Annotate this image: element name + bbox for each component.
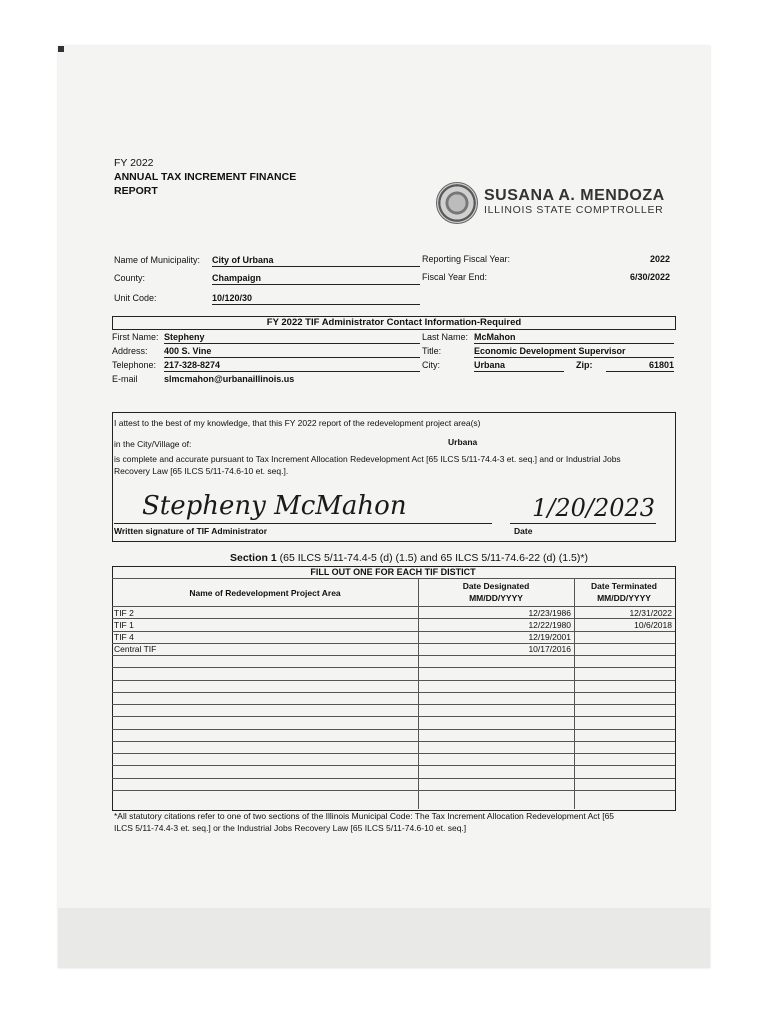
section1-heading-bold: Section 1 [230,552,277,564]
last-name-label: Last Name: [422,332,469,342]
footnote-line1: *All statutory citations refer to one of two sections of the Illinois Municipal Code: The Tax Increment Allocation Redevelopment Act [65 [114,811,615,821]
attest-line2: in the City/Village of: [114,439,192,449]
fiscal-year-heading: FY 2022 [114,157,154,169]
section1-heading [230,552,588,564]
col-terminated-header-2: MM/DD/YYYY [597,593,651,603]
comptroller-seal-icon [436,182,478,224]
row-divider [112,704,675,705]
zip-value: 61801 [606,360,674,372]
telephone-value: 217-328-8274 [164,360,420,372]
fiscal-year-end-value: 6/30/2022 [629,272,670,282]
col-designated-header-1: Date Designated [462,581,530,591]
report-title-line2: REPORT [114,185,158,197]
unit-code-value: 10/120/30 [212,293,420,305]
project-area-name: TIF 4 [114,632,134,642]
date-line [510,523,656,524]
city-label: City: [422,360,440,370]
section1-heading-citation: (65 ILCS 5/11-74.4-5 (d) (1.5) and 65 ILCS 5/11-74.6-22 (d) (1.5)*) [276,552,588,564]
signature-line [114,523,492,524]
contact-heading-box [112,316,676,330]
fiscal-year-end-label: Fiscal Year End: [422,272,488,282]
page-bottom-shade [58,908,710,968]
telephone-label: Telephone: [112,360,157,370]
project-area-name: TIF 2 [114,607,134,618]
row-divider [112,741,675,742]
signature-date: 1/20/2023 [532,494,656,522]
scanned-page [58,46,710,968]
header-divider [112,578,675,579]
date-designated: 12/23/1986 [528,607,571,618]
project-area-name: TIF 1 [114,619,134,630]
zip-label: Zip: [576,360,593,370]
fill-out-instruction: FILL OUT ONE FOR EACH TIF DISTICT [310,567,476,577]
row-divider [112,716,675,717]
col-designated-header-2: MM/DD/YYYY [469,593,523,603]
attest-line1: I attest to the best of my knowledge, that this FY 2022 report of the redevelopment project area(s) [114,418,481,428]
municipality-label: Name of Municipality: [114,255,201,265]
attest-city: Urbana [448,437,478,447]
contact-heading: FY 2022 TIF Administrator Contact Information-Required [266,317,522,328]
title-value: Economic Development Supervisor [474,346,674,358]
scan-mark [58,46,64,52]
attest-line3: is complete and accurate pursuant to Tax Increment Allocation Redevelopment Act [65 ILCS 5/11-74.4-3 et. seq.] and or Industrial Jobs [114,454,621,464]
row-divider [112,680,675,681]
row-divider [112,778,675,779]
report-title-line1: ANNUAL TAX INCREMENT FINANCE [114,171,297,183]
row-divider [112,729,675,730]
email-label: E-mail [112,374,138,384]
col-terminated-header-1: Date Terminated [591,581,657,591]
title-label: Title: [422,346,442,356]
unit-code-label: Unit Code: [114,293,157,303]
row-divider [112,753,675,754]
date-terminated: 10/6/2018 [634,619,672,630]
comptroller-title: ILLINOIS STATE COMPTROLLER [484,204,664,216]
reporting-fiscal-year-value: 2022 [649,254,670,264]
row-divider [112,655,675,656]
row-divider [112,790,675,791]
date-designated: 12/19/2001 [528,632,571,642]
project-area-name: Central TIF [114,644,157,655]
first-name-label: First Name: [112,332,159,342]
signature-label: Written signature of TIF Administrator [114,526,268,536]
footnote-line2: ILCS 5/11-74.4-3 et. seq.] or the Industrial Jobs Recovery Law [65 ILCS 5/11-74.6-10 et. seq.] [114,823,467,833]
date-terminated: 12/31/2022 [629,607,672,618]
address-label: Address: [112,346,148,356]
address-value: 400 S. Vine [164,346,420,358]
row-divider [112,643,675,644]
municipality-value: City of Urbana [212,255,420,267]
row-divider [112,631,675,632]
row-divider [112,765,675,766]
city-value: Urbana [474,360,564,372]
reporting-fiscal-year-label: Reporting Fiscal Year: [422,254,511,264]
email-value: slmcmahon@urbanaillinois.us [164,374,295,384]
last-name-value: McMahon [474,332,674,344]
county-label: County: [114,273,146,283]
comptroller-name: SUSANA A. MENDOZA [484,187,665,204]
row-divider [112,667,675,668]
date-designated: 12/22/1980 [528,619,571,630]
county-value: Champaign [212,273,420,285]
row-divider [112,692,675,693]
first-name-value: Stepheny [164,332,420,344]
attest-line4: Recovery Law [65 ILCS 5/11-74.6-10 et. seq.]. [114,466,289,476]
date-label: Date [514,526,533,536]
date-designated: 10/17/2016 [528,644,571,655]
administrator-signature: Stepheny McMahon [142,491,407,521]
col-name-header: Name of Redevelopment Project Area [189,588,341,598]
